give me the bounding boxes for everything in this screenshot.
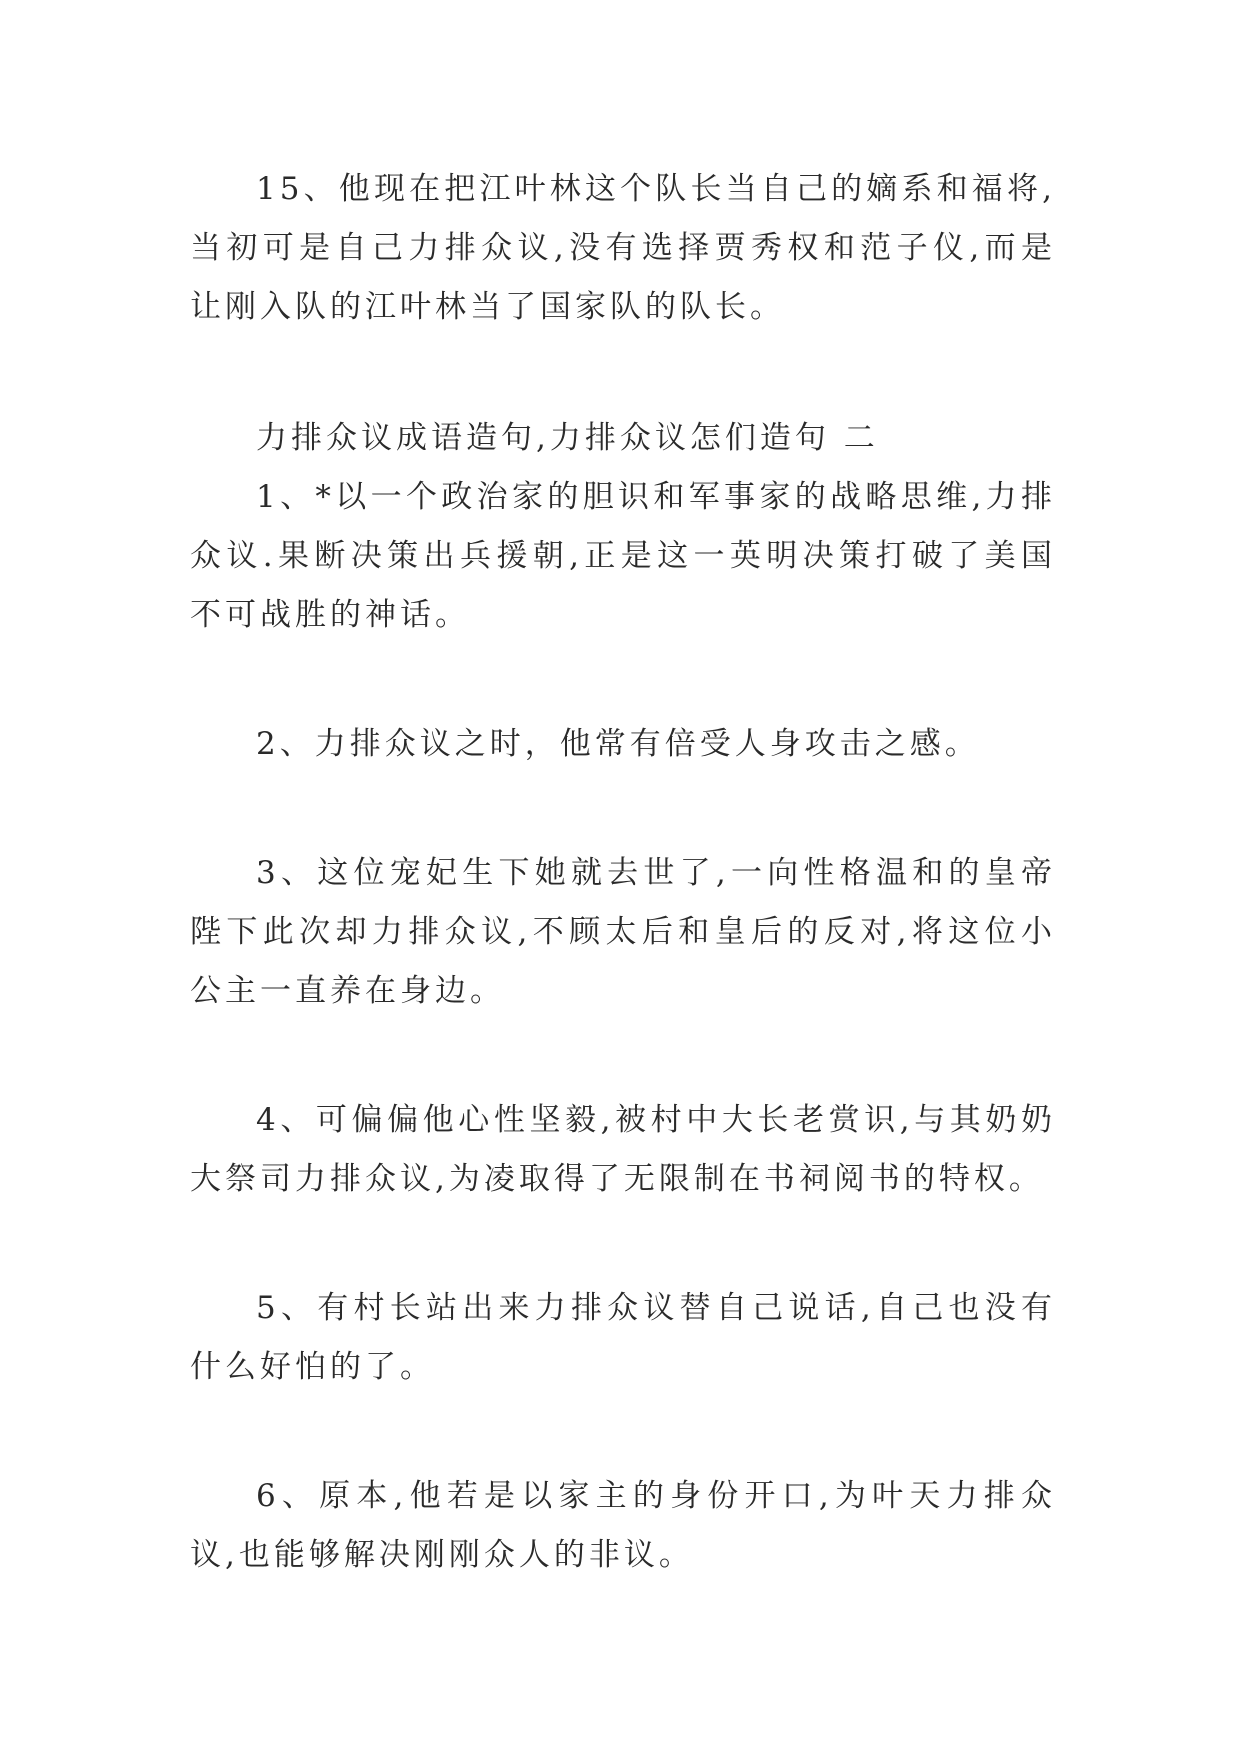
paragraph-4: 4、可偏偏他心性坚毅,被村中大长老赏识,与其奶奶大祭司力排众议,为凌取得了无限制在书祠阅书的特权。 — [190, 1102, 1056, 1197]
paragraph-1: 1、*以一个政治家的胆识和军事家的战略思维,力排众议.果断决策出兵援朝,正是这一英明决策打破了美国不可战胜的神话。 — [190, 479, 1056, 633]
section-heading: 力排众议成语造句,力排众议怎们造句 二 — [256, 420, 879, 456]
paragraph-5: 5、有村长站出来力排众议替自己说话,自己也没有什么好怕的了。 — [190, 1290, 1056, 1385]
paragraph-2: 2、力排众议之时，他常有倍受人身攻击之感。 — [256, 726, 980, 762]
paragraph-15: 15、他现在把江叶林这个队长当自己的嫡系和福将,当初可是自己力排众议,没有选择贾秀权和范子仪,而是让刚入队的江叶林当了国家队的队长。 — [190, 171, 1056, 325]
paragraph-6: 6、原本,他若是以家主的身份开口,为叶天力排众议,也能够解决刚刚众人的非议。 — [190, 1478, 1056, 1573]
paragraph-3: 3、这位宠妃生下她就去世了,一向性格温和的皇帝陛下此次却力排众议,不顾太后和皇后的反对,将这位小公主一直养在身边。 — [190, 855, 1056, 1009]
document-body — [190, 160, 1056, 1585]
